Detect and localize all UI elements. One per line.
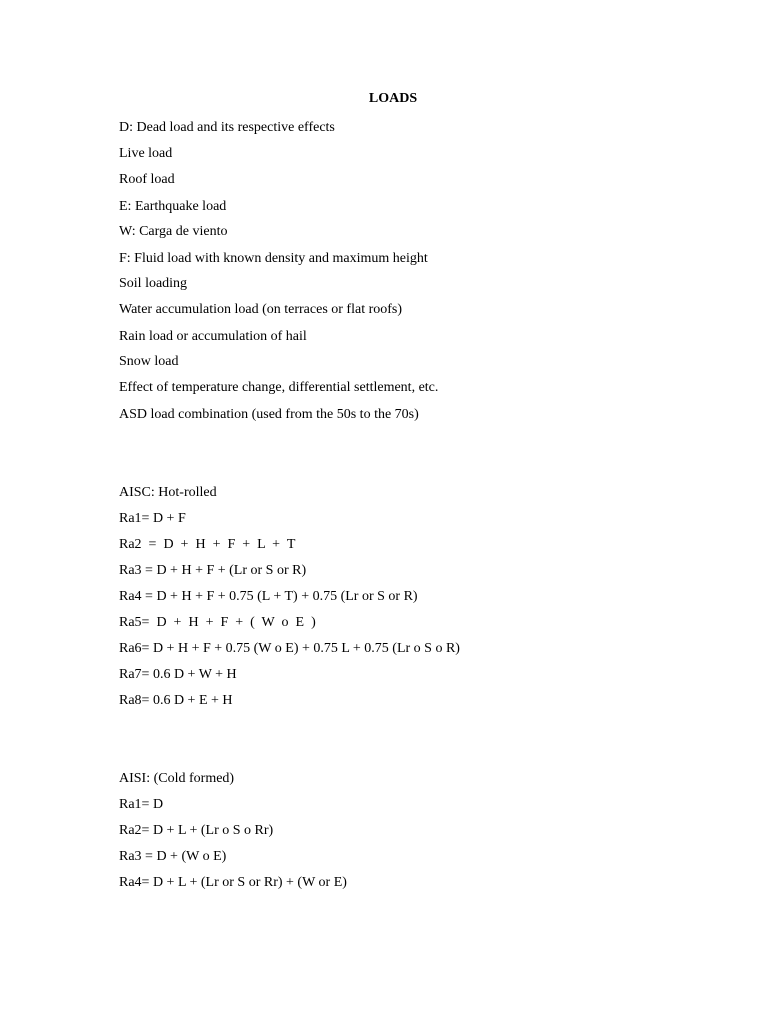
definition-line: Soil loading xyxy=(119,276,188,291)
definition-line: Live load xyxy=(119,146,173,161)
document-title: LOADS xyxy=(368,91,418,106)
aisi-combination: Ra3 = D + (W o E) xyxy=(119,849,227,864)
definition-line: E: Earthquake load xyxy=(119,199,227,214)
aisc-combination: Ra7= 0.6 D + W + H xyxy=(119,667,237,682)
definition-line: Roof load xyxy=(119,172,175,187)
aisc-combination: Ra1= D + F xyxy=(119,511,186,526)
definition-line: D: Dead load and its respective effects xyxy=(119,120,335,135)
definition-line: Rain load or accumulation of hail xyxy=(119,329,307,344)
definition-line: Water accumulation load (on terraces or flat roofs) xyxy=(119,302,403,317)
aisi-combination: Ra4= D + L + (Lr or S or Rr) + (W or E) xyxy=(119,875,347,890)
aisc-combination: Ra6= D + H + F + 0.75 (W o E) + 0.75 L + 0.75 (Lr o S o R) xyxy=(119,641,460,656)
definition-line: Effect of temperature change, differential settlement, etc. xyxy=(119,380,439,395)
definition-line: Snow load xyxy=(119,354,179,369)
aisi-heading: AISI: (Cold formed) xyxy=(119,771,235,786)
aisc-combination: Ra3 = D + H + F + (Lr or S or R) xyxy=(119,563,307,578)
aisc-combination: Ra4 = D + H + F + 0.75 (L + T) + 0.75 (Lr or S or R) xyxy=(119,589,418,604)
aisi-combination: Ra1= D xyxy=(119,797,164,812)
aisi-combination: Ra2= D + L + (Lr o S o Rr) xyxy=(119,823,274,838)
aisc-combination: Ra8= 0.6 D + E + H xyxy=(119,693,233,708)
definition-line: W: Carga de viento xyxy=(119,224,228,239)
aisc-combination: Ra2 = D + H + F + L + T xyxy=(119,537,296,552)
aisc-combination: Ra5= D + H + F + ( W o E ) xyxy=(119,615,316,630)
aisc-heading: AISC: Hot-rolled xyxy=(119,485,217,500)
definition-line: ASD load combination (used from the 50s to the 70s) xyxy=(119,407,419,422)
definition-line: F: Fluid load with known density and maximum height xyxy=(119,251,428,266)
